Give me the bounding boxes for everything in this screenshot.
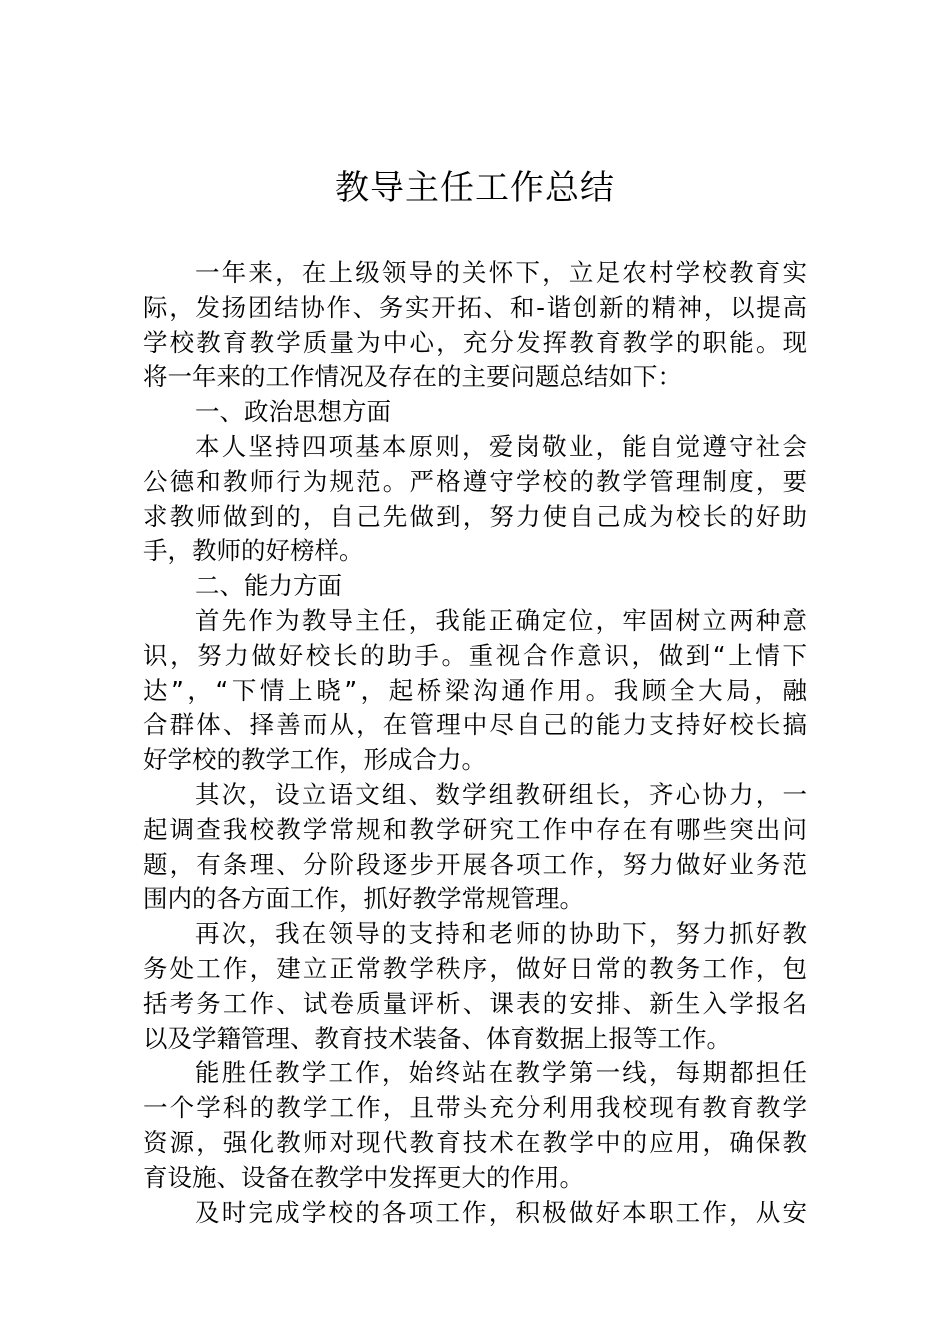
body-text-line: 一年来，在上级领导的关怀下，立足农村学校教育实 xyxy=(195,258,807,287)
body-text-line: 学校教育教学质量为中心，充分发挥教育教学的职能。现 xyxy=(143,327,807,357)
body-text-line: 起调查我校教学常规和教学研究工作中存在有哪些突出问 xyxy=(143,814,807,844)
body-text-line: 好学校的教学工作，形成合力。 xyxy=(143,745,486,775)
body-text-line: 一个学科的教学工作，且带头充分利用我校现有教育教学 xyxy=(143,1093,807,1123)
body-text-line: 围内的各方面工作，抓好教学常规管理。 xyxy=(143,884,584,914)
body-text-line: 及时完成学校的各项工作，积极做好本职工作，从安 xyxy=(195,1197,807,1227)
body-text-line: 再次，我在领导的支持和老师的协助下，努力抓好教 xyxy=(195,919,807,949)
body-text-line: 资源，强化教师对现代教育技术在教学中的应用，确保教 xyxy=(143,1127,807,1157)
body-text-line: 二、能力方面 xyxy=(195,571,342,601)
body-text-line: 以及学籍管理、教育技术装备、体育数据上报等工作。 xyxy=(143,1023,731,1053)
body-text-line: 将一年来的工作情况及存在的主要问题总结如下： xyxy=(143,362,682,392)
document-title: 教导主任工作总结 xyxy=(335,168,615,208)
body-text-line: 合群体、择善而从，在管理中尽自己的能力支持好校长搞 xyxy=(143,710,807,740)
body-text-line: 首先作为教导主任，我能正确定位，牢固树立两种意 xyxy=(195,605,807,635)
document-body xyxy=(143,256,807,1230)
body-text-line: 一、政治思想方面 xyxy=(195,397,391,427)
body-text-line: 题，有条理、分阶段逐步开展各项工作，努力做好业务范 xyxy=(143,849,807,879)
body-text-line: 育设施、设备在教学中发挥更大的作用。 xyxy=(143,1162,584,1192)
body-text-line: 本人坚持四项基本原则，爱岗敬业，能自觉遵守社会 xyxy=(195,431,807,461)
body-text-line: 求教师做到的，自己先做到，努力使自己成为校长的好助 xyxy=(143,501,807,531)
body-text-line: 其次，设立语文组、数学组教研组长，齐心协力，一 xyxy=(195,779,807,809)
body-text-line: 达”，“下情上晓”，起桥梁沟通作用。我顾全大局，融 xyxy=(143,675,807,705)
body-text-line: 手，教师的好榜样。 xyxy=(143,536,364,566)
body-text-line: 能胜任教学工作，始终站在教学第一线，每期都担任 xyxy=(195,1058,807,1088)
body-text-line: 公德和教师行为规范。严格遵守学校的教学管理制度，要 xyxy=(143,466,807,496)
body-text-line: 务处工作，建立正常教学秩序，做好日常的教务工作，包 xyxy=(143,953,807,983)
body-text-line: 际，发扬团结协作、务实开拓、和-谐创新的精神，以提高 xyxy=(143,292,807,322)
body-text-line: 识，努力做好校长的助手。重视合作意识，做到“上情下 xyxy=(143,640,807,670)
body-text-line: 括考务工作、试卷质量评析、课表的安排、新生入学报名 xyxy=(143,988,807,1018)
